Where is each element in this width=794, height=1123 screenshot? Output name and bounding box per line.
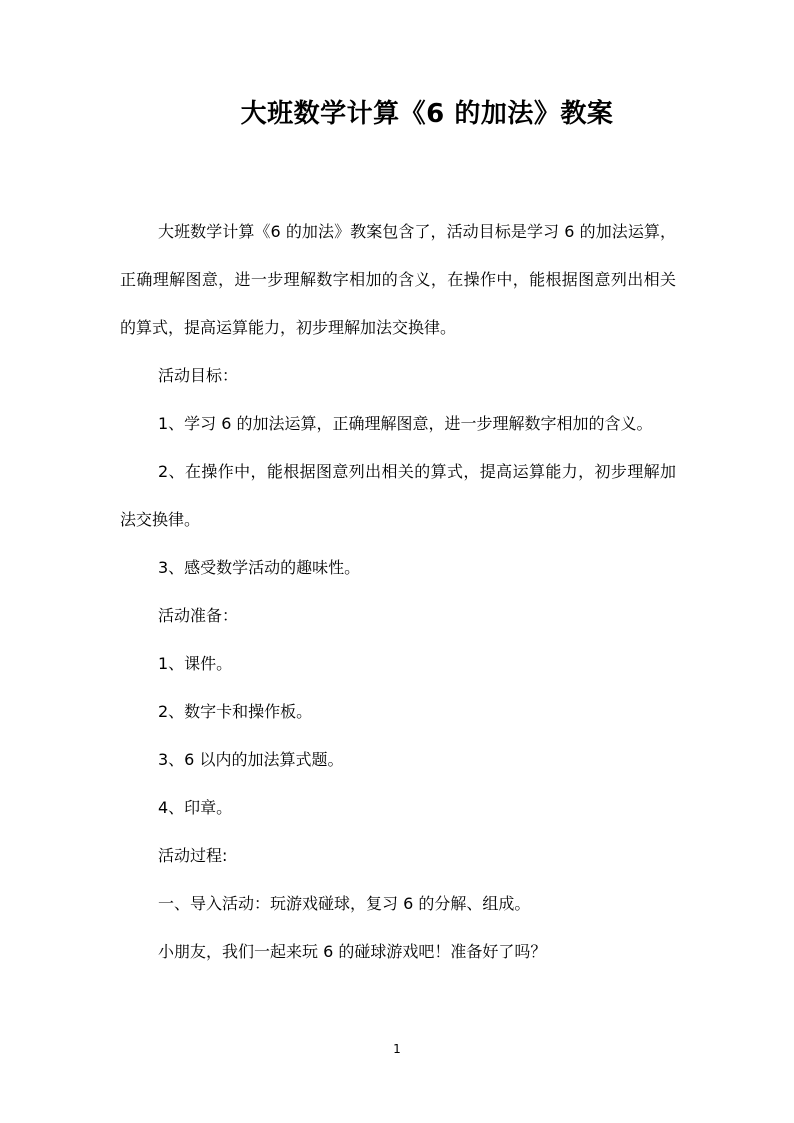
page-number: 1 (393, 1042, 401, 1056)
preparation-3: 3、6 以内的加法算式题。 (158, 750, 344, 769)
paragraph-intro: 大班数学计算《6 的加法》教案包含了，活动目标是学习 6 的加法运算，正确理解图意，进一步理解数字相加的含义，在操作中，能根据图意列出相关的算式，提高运算能力，初步理解加法交换律。 (120, 222, 676, 337)
process-dialogue: 小朋友，我们一起来玩 6 的碰球游戏吧！准备好了吗？ (158, 942, 547, 961)
objective-3: 3、感受数学活动的趣味性。 (158, 558, 361, 577)
heading-preparation: 活动准备： (158, 606, 239, 625)
process-step-1: 一、导入活动：玩游戏碰球，复习 6 的分解、组成。 (158, 894, 531, 913)
objective-1: 1、学习 6 的加法运算，正确理解图意，进一步理解数字相加的含义。 (158, 414, 653, 433)
document-title: 大班数学计算《6 的加法》教案 (240, 99, 614, 129)
preparation-1: 1、课件。 (158, 654, 233, 673)
heading-objectives: 活动目标： (158, 366, 239, 385)
objective-2: 2、在操作中，能根据图意列出相关的算式，提高运算能力，初步理解加法交换律。 (120, 462, 676, 529)
heading-process: 活动过程: (158, 846, 228, 865)
document-body (120, 208, 676, 976)
preparation-2: 2、数字卡和操作板。 (158, 702, 313, 721)
preparation-4: 4、印章。 (158, 798, 233, 817)
